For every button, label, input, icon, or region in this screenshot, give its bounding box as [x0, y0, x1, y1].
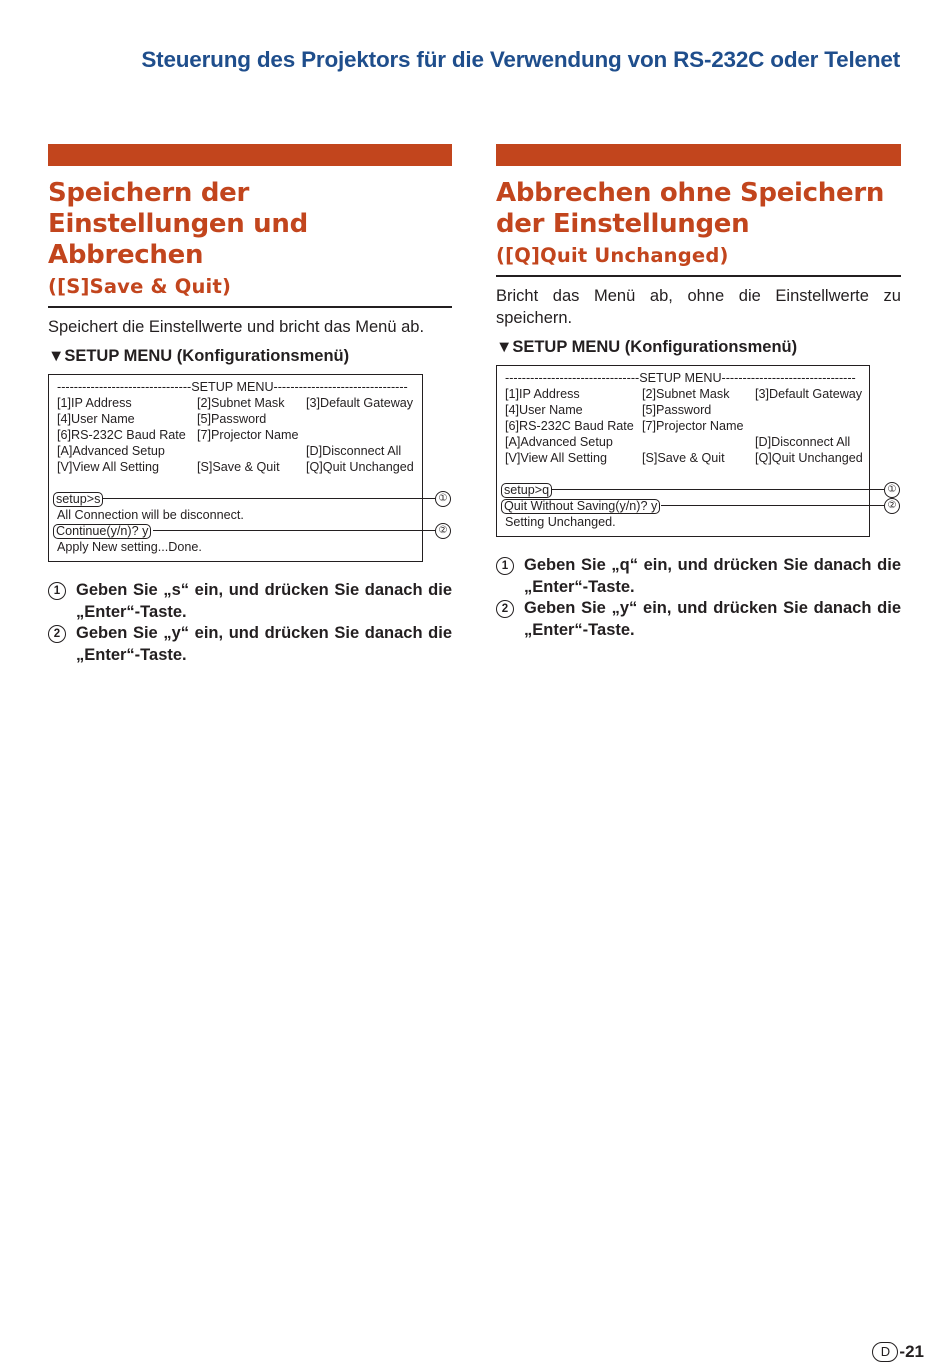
title-line: Speichern der	[48, 178, 249, 208]
section-subtitle: ([Q]Quit Unchanged)	[496, 244, 729, 267]
menu-row	[57, 395, 422, 411]
callout-leader	[153, 530, 435, 531]
section-bar	[496, 144, 901, 166]
callout-2-icon: ②	[884, 498, 900, 514]
console-line	[504, 482, 897, 498]
menu-item: [Q]Quit Unchanged	[755, 451, 863, 465]
menu-row	[505, 450, 869, 466]
title-line: Abbrechen ohne Speichern	[496, 178, 885, 208]
menu-row	[505, 434, 869, 450]
step-number: 1	[48, 582, 66, 600]
callout-leader	[101, 498, 435, 499]
menu-heading: ▼SETUP MENU (Konfigurationsmenü)	[496, 338, 798, 356]
highlighted-input: Quit Without Saving(y/n)? y	[501, 499, 660, 514]
step-text: Geben Sie „y“ ein, und drücken Sie danach die „Enter“-Taste.	[76, 624, 452, 664]
menu-item: [3]Default Gateway	[306, 396, 414, 410]
console-header: --------------------------------SETUP MENU--------------------------------	[57, 380, 408, 394]
menu-row	[57, 411, 422, 427]
console-line: Setting Unchanged.	[505, 515, 616, 529]
highlighted-input: Continue(y/n)? y	[53, 524, 151, 539]
step-number: 2	[496, 600, 514, 618]
step-number: 1	[496, 557, 514, 575]
menu-row	[57, 427, 422, 443]
section-title	[496, 178, 901, 240]
instruction-list	[48, 580, 452, 666]
menu-row	[57, 443, 422, 459]
menu-row	[505, 386, 869, 402]
callout-1-icon: ①	[884, 482, 900, 498]
menu-item: [S]Save & Quit	[642, 451, 725, 465]
console-screen	[48, 374, 448, 562]
menu-row	[505, 418, 869, 434]
menu-item: [V]View All Setting	[57, 460, 159, 474]
section-bar	[48, 144, 452, 166]
section-description: Bricht das Menü ab, ohne die Einstellwerte zu speichern.	[496, 287, 901, 327]
menu-item: [Q]Quit Unchanged	[306, 460, 414, 474]
instruction-list	[496, 555, 901, 641]
menu-item: [2]Subnet Mask	[642, 387, 730, 401]
console-line	[56, 523, 448, 539]
title-line: der Einstellungen	[496, 209, 750, 239]
instruction-step	[48, 580, 452, 623]
callout-leader	[661, 505, 884, 506]
menu-item: [7]Projector Name	[642, 419, 744, 433]
console-line: Apply New setting...Done.	[57, 540, 202, 554]
page-number-text: -21	[899, 1342, 924, 1361]
language-badge: D	[872, 1342, 898, 1362]
step-text: Geben Sie „q“ ein, und drücken Sie danach die „Enter“-Taste.	[524, 556, 901, 596]
menu-item: [V]View All Setting	[505, 451, 607, 465]
divider	[496, 275, 901, 277]
menu-item: [3]Default Gateway	[755, 387, 863, 401]
title-line: Einstellungen und	[48, 209, 308, 239]
console-line	[56, 491, 448, 507]
callout-1-icon: ①	[435, 491, 451, 507]
menu-item: [A]Advanced Setup	[57, 444, 165, 458]
menu-item: [D]Disconnect All	[755, 435, 851, 449]
menu-item: [2]Subnet Mask	[197, 396, 285, 410]
menu-item: [S]Save & Quit	[197, 460, 280, 474]
menu-item: [5]Password	[642, 403, 712, 417]
console-line: All Connection will be disconnect.	[57, 508, 244, 522]
step-number: 2	[48, 625, 66, 643]
console-screen	[496, 365, 897, 537]
divider	[48, 306, 452, 308]
instruction-step	[496, 555, 901, 598]
menu-item: [1]IP Address	[57, 396, 132, 410]
menu-item: [1]IP Address	[505, 387, 580, 401]
menu-item: [6]RS-232C Baud Rate	[505, 419, 634, 433]
menu-row	[57, 459, 422, 475]
page-title: Steuerung des Projektors für die Verwendung von RS-232C oder Telenet	[141, 47, 900, 72]
step-text: Geben Sie „y“ ein, und drücken Sie danach die „Enter“-Taste.	[524, 599, 901, 639]
menu-item: [5]Password	[197, 412, 267, 426]
highlighted-input: setup>s	[53, 492, 103, 507]
menu-row	[505, 402, 869, 418]
menu-item: [6]RS-232C Baud Rate	[57, 428, 186, 442]
section-description: Speichert die Einstellwerte und bricht das Menü ab.	[48, 318, 425, 336]
menu-item: [A]Advanced Setup	[505, 435, 613, 449]
section-quit-unchanged	[496, 144, 901, 641]
callout-leader	[549, 489, 884, 490]
page-number	[872, 1342, 924, 1362]
section-subtitle: ([S]Save & Quit)	[48, 275, 232, 298]
instruction-step	[496, 598, 901, 641]
console-line	[504, 498, 897, 514]
menu-item: [D]Disconnect All	[306, 444, 402, 458]
highlighted-input: setup>q	[501, 483, 552, 498]
menu-item: [7]Projector Name	[197, 428, 299, 442]
step-text: Geben Sie „s“ ein, und drücken Sie danach die „Enter“-Taste.	[76, 581, 452, 621]
menu-item: [4]User Name	[57, 412, 135, 426]
section-title	[48, 178, 452, 271]
instruction-step	[48, 623, 452, 666]
section-save-and-quit	[48, 144, 452, 666]
console-header: --------------------------------SETUP MENU--------------------------------	[505, 371, 856, 385]
callout-2-icon: ②	[435, 523, 451, 539]
title-line: Abbrechen	[48, 240, 204, 270]
menu-item: [4]User Name	[505, 403, 583, 417]
menu-heading: ▼SETUP MENU (Konfigurationsmenü)	[48, 347, 350, 365]
